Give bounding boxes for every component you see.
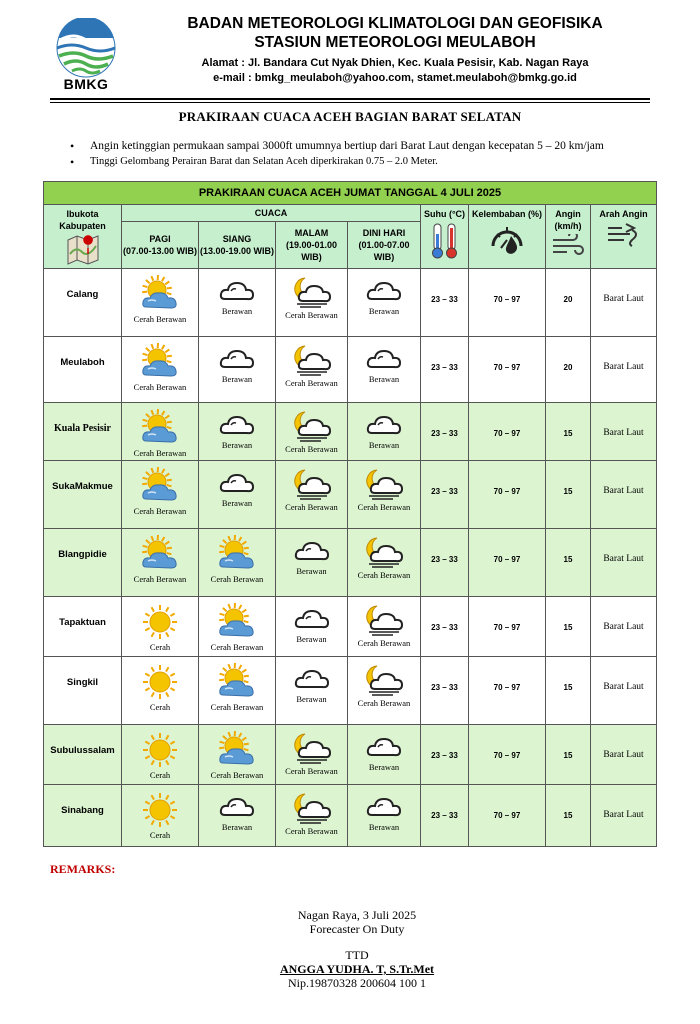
header-malam: MALAM (19.00-01.00 WIB) [276,222,348,269]
weather-malam [276,461,348,529]
weather-label: Berawan [221,822,253,832]
weather-label: Cerah Berawan [133,314,187,324]
angin-value: 15 [546,461,591,529]
header-rule-thin [50,102,650,103]
weather-siang [199,403,276,461]
moon-cloud-icon [276,343,347,377]
header-kelembaban: Kelembaban (%) [469,205,546,269]
moon-cloud-icon [276,791,347,825]
suhu-value: 23 – 33 [421,269,469,337]
station-name: STASIUN METEOROLOGI MEULABOH [254,34,536,51]
remarks-label: REMARKS: [50,862,116,876]
wind-direction-icon [606,222,642,248]
suhu-value: 23 – 33 [421,461,469,529]
header-cuaca: CUACA [122,205,421,222]
bmkg-logo [50,18,122,94]
weather-malam [276,269,348,337]
table-row [44,657,657,725]
weather-label: Berawan [221,498,253,508]
angin-value: 15 [546,657,591,725]
weather-pagi [122,461,199,529]
suhu-value: 23 – 33 [421,529,469,597]
weather-pagi [122,657,199,725]
weather-label: Cerah Berawan [285,310,338,320]
place-date: Nagan Raya, 3 Juli 2025 [297,908,417,922]
cloud-icon [348,409,420,439]
city-name: SukaMakmue [44,461,122,529]
weather-dini [348,657,421,725]
weather-label: Cerah Berawan [133,574,187,584]
letterhead [50,14,650,98]
map-icon [66,234,100,266]
angin-value: 15 [546,529,591,597]
weather-dini [348,269,421,337]
header-angin: Angin (km/h) [546,205,591,269]
arah-angin-value: Barat Laut [591,725,657,785]
table-row [44,529,657,597]
weather-label: Cerah Berawan [357,638,411,648]
arah-angin-value: Barat Laut [591,597,657,657]
table-row [44,725,657,785]
weather-label: Cerah Berawan [357,698,411,708]
weather-dini [348,403,421,461]
moon-cloud-icon [276,467,347,501]
header-arah: Arah Angin [591,205,657,269]
forecaster-role: Forecaster On Duty [309,922,405,936]
city-name: Singkil [44,657,122,725]
arah-angin-value: Barat Laut [591,657,657,725]
sun-cloud-icon [122,275,198,313]
suhu-value: 23 – 33 [421,597,469,657]
table-row [44,461,657,529]
cloud-icon [276,535,347,565]
weather-label: Berawan [221,440,253,450]
moon-cloud-icon [276,409,347,443]
city-name: Calang [44,269,122,337]
kelembaban-value: 70 – 97 [469,337,546,403]
email: e-mail : bmkg_meulaboh@yahoo.com, stamet.meulaboh@bmkg.go.id [213,72,577,84]
table-row [44,403,657,461]
cloud-icon [199,409,275,439]
weather-label: Berawan [368,822,400,832]
sun-cloud-icon [122,343,198,381]
weather-dini [348,785,421,847]
city-name: Meulaboh [44,337,122,403]
kelembaban-value: 70 – 97 [469,529,546,597]
cloud-icon [199,791,275,821]
table-row [44,269,657,337]
kelembaban-value: 70 – 97 [469,785,546,847]
weather-label: Berawan [368,306,400,316]
forecast-table [43,181,657,847]
arah-angin-value: Barat Laut [591,337,657,403]
weather-label: Cerah Berawan [210,574,264,584]
sun-icon [122,603,198,641]
organization-block [140,14,650,86]
signature-block [0,908,700,990]
weather-label: Cerah Berawan [210,770,264,780]
arah-angin-value: Barat Laut [591,461,657,529]
sun-cloud-icon [199,663,275,701]
weather-malam [276,785,348,847]
city-name: Subulussalam [44,725,122,785]
weather-label: Berawan [368,374,400,384]
sun-icon [122,731,198,769]
header-rule-thick [50,98,650,100]
table-row [44,785,657,847]
table-row [44,597,657,657]
weather-label: Berawan [296,634,327,644]
angin-value: 15 [546,785,591,847]
sun-cloud-icon [199,603,275,641]
kelembaban-value: 70 – 97 [469,597,546,657]
weather-siang [199,269,276,337]
weather-pagi [122,725,199,785]
weather-label: Berawan [296,566,327,576]
cloud-icon [276,603,347,633]
weather-label: Cerah Berawan [133,382,187,392]
bullet-item: • Tinggi Gelombang Perairan Barat dan Selatan Aceh diperkirakan 0.75 – 2.0 Meter. [70,154,680,170]
weather-malam [276,337,348,403]
moon-cloud-icon [348,467,420,501]
kelembaban-value: 70 – 97 [469,269,546,337]
weather-dini [348,597,421,657]
org-name: BADAN METEOROLOGI KLIMATOLOGI DAN GEOFISIKA [187,15,603,32]
moon-cloud-icon [276,275,347,309]
moon-cloud-icon [348,603,420,637]
ttd-label: TTD [345,948,369,962]
weather-dini [348,725,421,785]
arah-angin-value: Barat Laut [591,529,657,597]
forecaster-nip: Nip.19870328 200604 100 1 [288,976,426,990]
city-name: Blangpidie [44,529,122,597]
bullet-item: • Angin ketinggian permukaan sampai 3000ft umumnya bertiup dari Barat Laut dengan kecepatan 5 – 20 km/jam [70,138,680,154]
weather-pagi [122,597,199,657]
header-suhu: Suhu (°C) [421,205,469,269]
table-title: PRAKIRAAN CUACA ACEH JUMAT TANGGAL 4 JULI 2025 [44,182,657,205]
kelembaban-value: 70 – 97 [469,403,546,461]
weather-label: Cerah Berawan [357,570,411,580]
city-name: Kuala Pesisir [44,403,122,461]
sun-icon [122,663,198,701]
weather-dini [348,529,421,597]
header-ibukota: Ibukota Kabupaten [44,205,122,269]
weather-pagi [122,529,199,597]
weather-label: Berawan [296,694,327,704]
weather-malam [276,403,348,461]
weather-label: Berawan [368,440,400,450]
weather-label: Berawan [221,374,253,384]
weather-pagi [122,785,199,847]
sun-cloud-icon [199,535,275,573]
header-dini-hari: DINI HARI (01.00-07.00 WIB) [348,222,421,269]
weather-label: Cerah Berawan [285,378,338,388]
kelembaban-value: 70 – 97 [469,461,546,529]
weather-siang [199,657,276,725]
logo-text: BMKG [63,76,109,92]
suhu-value: 23 – 33 [421,725,469,785]
wind-icon [551,234,585,258]
angin-value: 20 [546,269,591,337]
bullet-list [70,138,680,170]
document-title: PRAKIRAAN CUACA ACEH BAGIAN BARAT SELATAN [178,109,522,124]
cloud-icon [199,467,275,497]
weather-pagi [122,403,199,461]
header-pagi: PAGI (07.00-13.00 WIB) [122,222,199,269]
weather-label: Cerah Berawan [133,448,187,458]
moon-cloud-icon [276,731,347,765]
weather-malam [276,725,348,785]
weather-pagi [122,337,199,403]
cloud-icon [348,791,420,821]
cloud-icon [199,343,275,373]
suhu-value: 23 – 33 [421,337,469,403]
moon-cloud-icon [348,663,420,697]
forecast-rows [44,269,657,847]
header-siang: SIANG (13.00-19.00 WIB) [199,222,276,269]
suhu-value: 23 – 33 [421,785,469,847]
weather-label: Cerah Berawan [285,826,338,836]
weather-dini [348,337,421,403]
angin-value: 15 [546,597,591,657]
weather-label: Cerah Berawan [285,502,338,512]
weather-siang [199,597,276,657]
kelembaban-value: 70 – 97 [469,725,546,785]
weather-label: Cerah [149,830,171,840]
weather-label: Cerah Berawan [210,702,264,712]
sun-cloud-icon [122,409,198,447]
arah-angin-value: Barat Laut [591,269,657,337]
kelembaban-value: 70 – 97 [469,657,546,725]
angin-value: 15 [546,725,591,785]
weather-siang [199,461,276,529]
suhu-value: 23 – 33 [421,403,469,461]
bmkg-logo-icon [50,18,122,78]
thermometer-icon [430,222,460,260]
cloud-icon [276,663,347,693]
address: Alamat : Jl. Bandara Cut Nyak Dhien, Kec. Kuala Pesisir, Kab. Nagan Raya [201,57,589,69]
forecaster-name: ANGGA YUDHA. T, S.Tr.Met [279,962,435,976]
weather-siang [199,725,276,785]
weather-siang [199,529,276,597]
city-name: Sinabang [44,785,122,847]
angin-value: 20 [546,337,591,403]
weather-pagi [122,269,199,337]
humidity-gauge-icon [489,222,525,258]
cloud-icon [348,731,420,761]
weather-malam [276,657,348,725]
sun-cloud-icon [122,467,198,505]
cloud-icon [348,275,420,305]
weather-label: Cerah [149,770,171,780]
weather-label: Cerah Berawan [210,642,264,652]
weather-siang [199,785,276,847]
weather-label: Cerah [149,642,171,652]
weather-label: Berawan [368,762,400,772]
weather-malam [276,597,348,657]
weather-label: Cerah Berawan [285,444,338,454]
sun-cloud-icon [199,731,275,769]
suhu-value: 23 – 33 [421,657,469,725]
arah-angin-value: Barat Laut [591,403,657,461]
cloud-icon [348,343,420,373]
weather-label: Cerah Berawan [357,502,411,512]
sun-cloud-icon [122,535,198,573]
weather-siang [199,337,276,403]
cloud-icon [199,275,275,305]
weather-label: Berawan [221,306,253,316]
weather-dini [348,461,421,529]
table-row [44,337,657,403]
angin-value: 15 [546,403,591,461]
weather-malam [276,529,348,597]
city-name: Tapaktuan [44,597,122,657]
moon-cloud-icon [348,535,420,569]
arah-angin-value: Barat Laut [591,785,657,847]
weather-label: Cerah Berawan [133,506,187,516]
sun-icon [122,791,198,829]
weather-label: Cerah Berawan [285,766,338,776]
weather-label: Cerah [149,702,171,712]
